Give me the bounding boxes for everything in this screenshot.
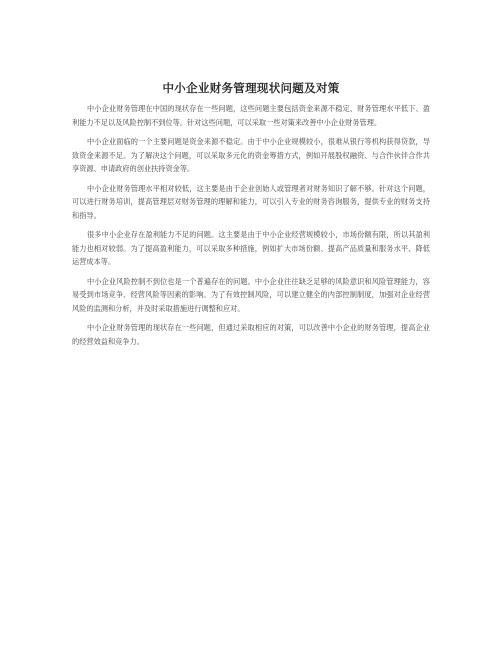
paragraph-conclusion: 中小企业财务管理的现状存在一些问题，但通过采取相应的对策，可以改善中小企业的财务管理，提高企业的经营效益和竞争力。 xyxy=(72,323,430,346)
document-title: 中小企业财务管理现状问题及对策 xyxy=(162,81,340,95)
paragraph-intro: 中小企业财务管理在中国的现状存在一些问题，这些问题主要包括资金来源不稳定、财务管理水平低下、盈利能力不足以及风险控制不到位等。针对这些问题，可以采取一些对策来改善中小企业财务管理。 xyxy=(72,104,430,127)
paragraph-profitability: 很多中小企业存在盈利能力不足的问题。这主要是由于中小企业经营规模较小，市场份额有限，所以其盈利能力也相对较弱。为了提高盈利能力，可以采取多种措施，例如扩大市场份额、提高产品质量和服务水平、降低运营成本等。 xyxy=(72,230,430,266)
paragraph-funding: 中小企业面临的一个主要问题是资金来源不稳定。由于中小企业规模较小，很难从银行等机构获得贷款，导致资金来源不足。为了解决这个问题，可以采取多元化的资金筹措方式，例如开展股权融资、与合作伙伴合作共享资源、申请政府的创业扶持资金等。 xyxy=(72,137,430,173)
paragraph-risk-control: 中小企业风险控制不到位也是一个普遍存在的问题。中小企业往往缺乏足够的风险意识和风险管理能力，容易受到市场竞争、经营风险等因素的影响。为了有效控制风险，可以建立健全的内部控制制度，加强对企业经营风险的监测和分析，并及时采取措施进行调整和应对。 xyxy=(72,276,430,313)
document-body xyxy=(72,102,430,354)
paragraph-management-level: 中小企业财务管理水平相对较低，这主要是由于企业创始人或管理者对财务知识了解不够。针对这个问题，可以进行财务培训，提高管理层对财务管理的理解和能力，可以引入专业的财务咨询服务，提供专业的财务支持和指导。 xyxy=(72,183,430,220)
